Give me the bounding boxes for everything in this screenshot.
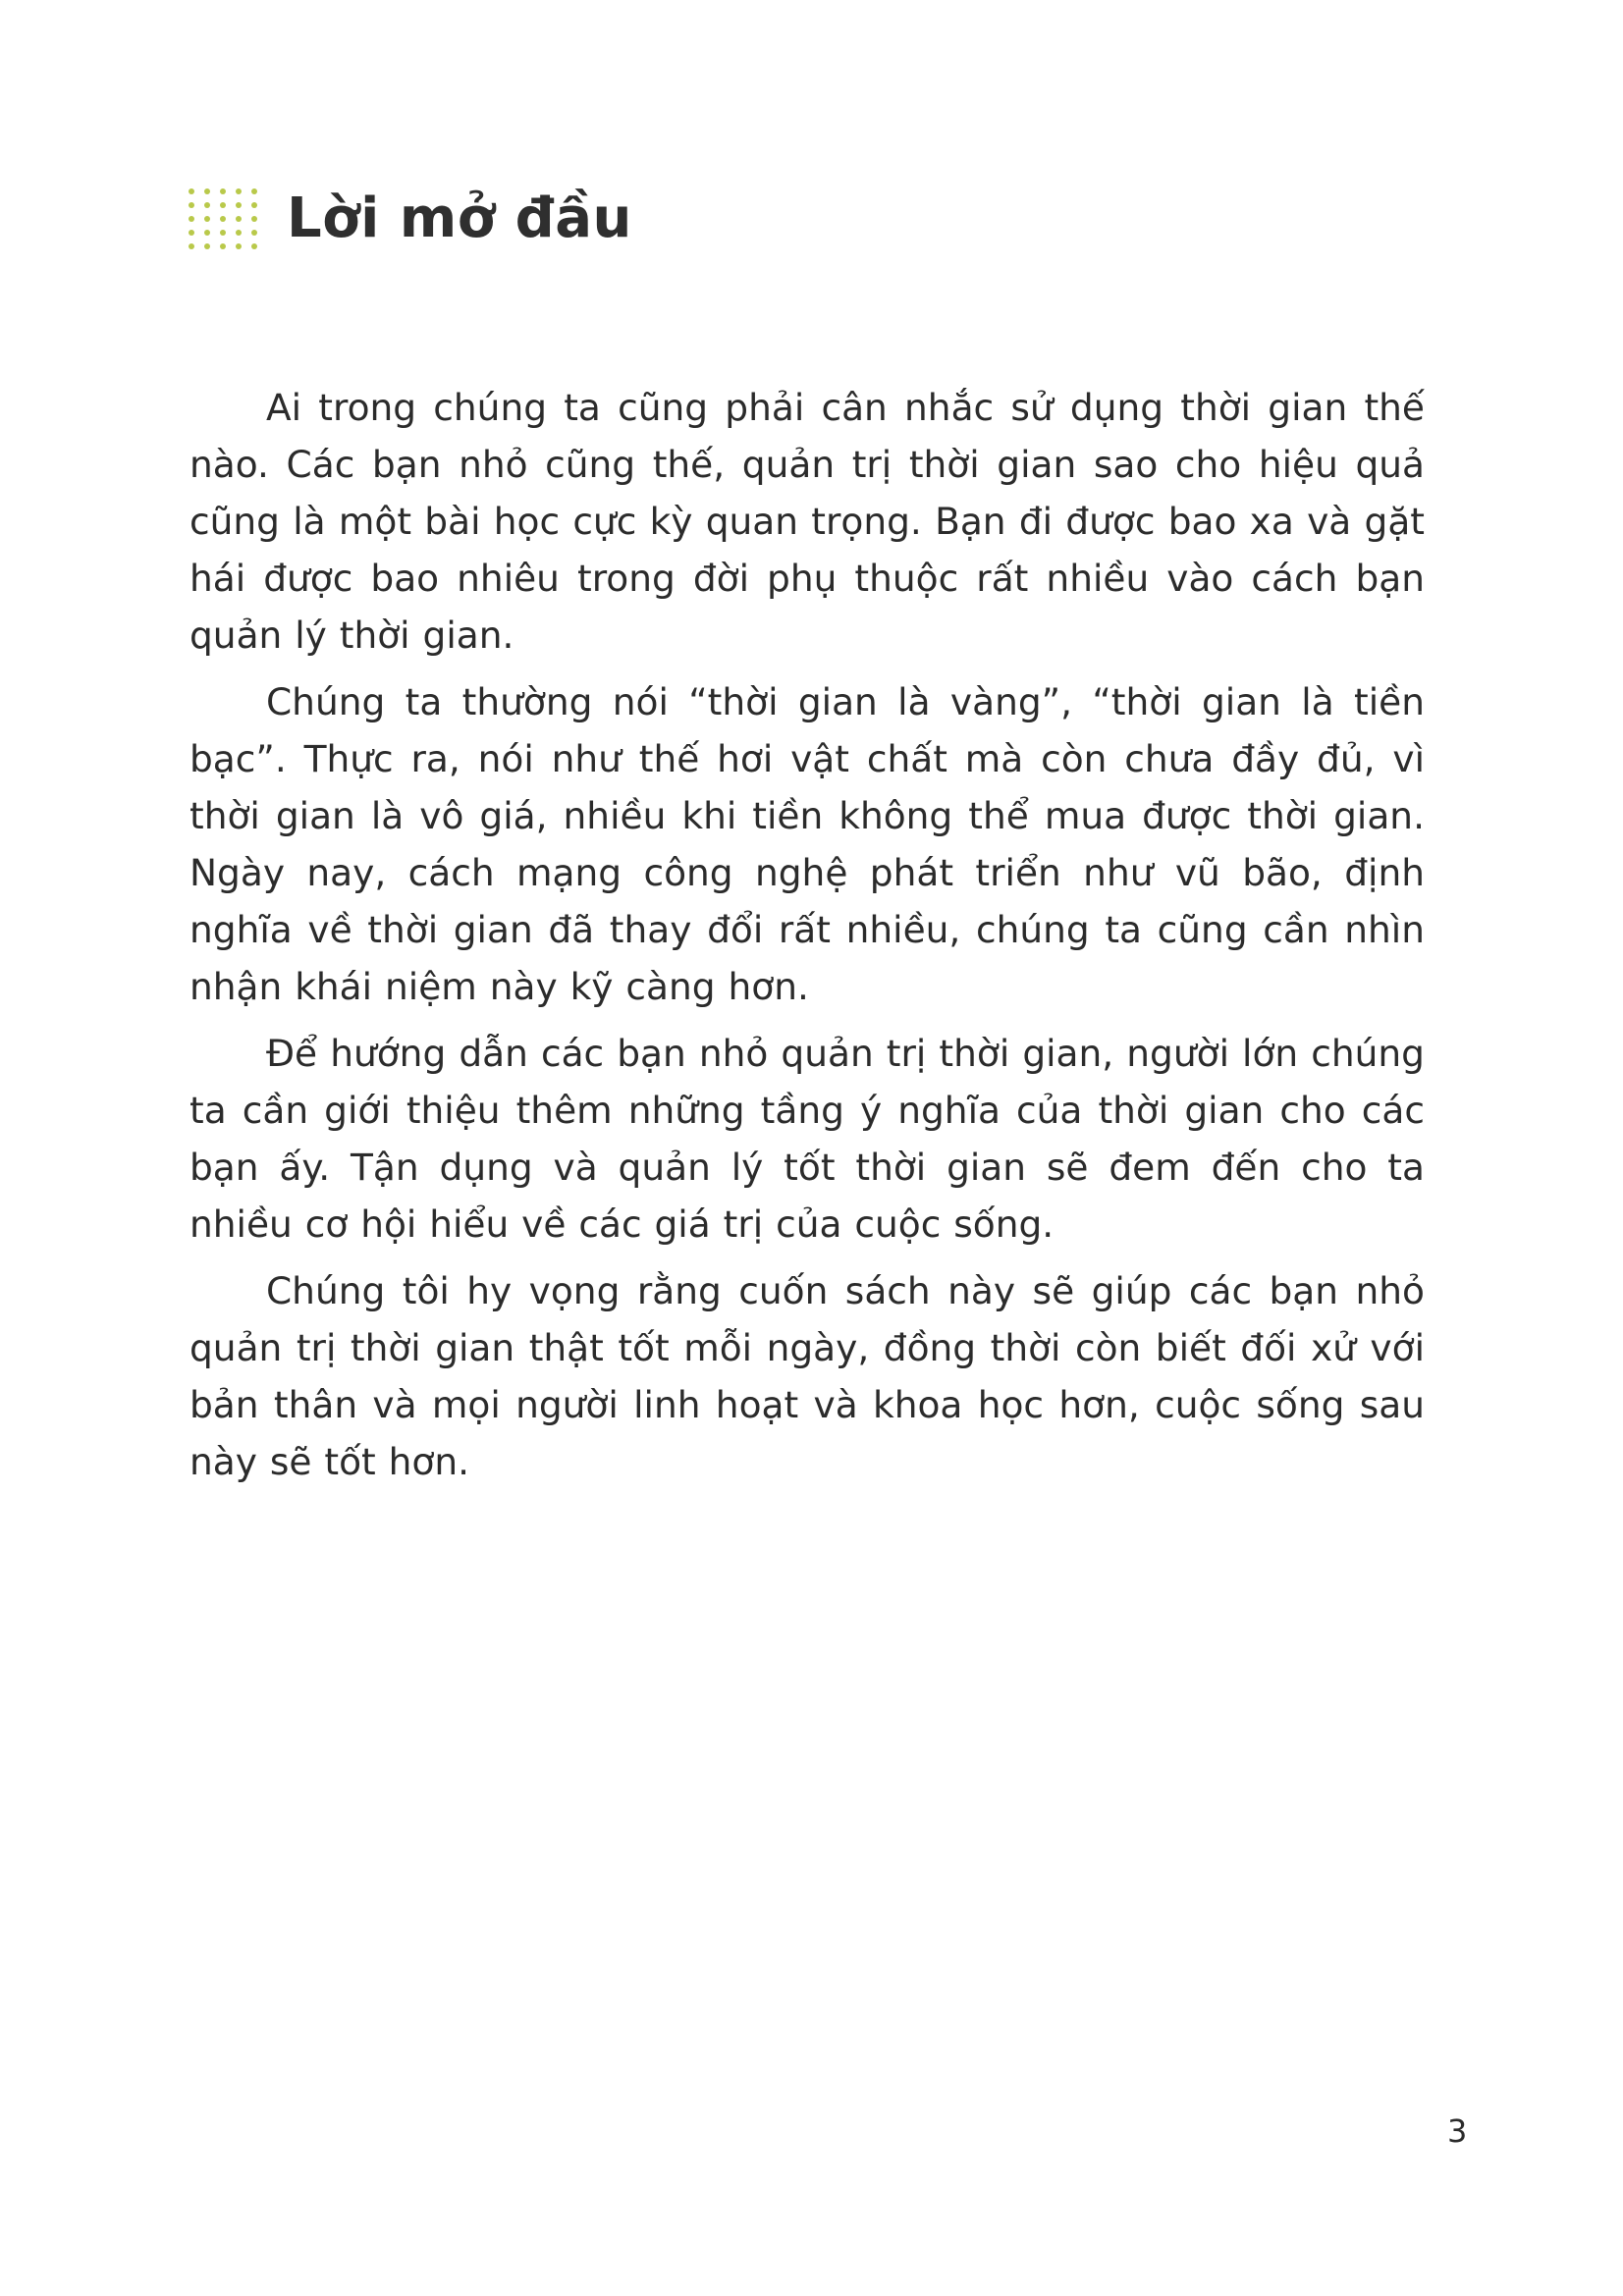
dot-grid-decoration [189, 188, 259, 251]
paragraph-1: Ai trong chúng ta cũng phải cân nhắc sử dụng thời gian thế nào. Các bạn nhỏ cũng thế, quản trị thời gian sao cho hiệu quả cũng là một bài học cực kỳ quan trọng. Bạn đi được bao xa và gặt hái được bao nhiêu trong đời phụ thuộc rất nhiều vào cách bạn quản lý thời gian. [189, 386, 1425, 657]
paragraph-2: Chúng ta thường nói “thời gian là vàng”, “thời gian là tiền bạc”. Thực ra, nói như thế hơi vật chất mà còn chưa đầy đủ, vì thời gian là vô giá, nhiều khi tiền không thể mua được thời gian. Ngày nay, cách mạng công nghệ phát triển như vũ bão, định nghĩa về thời gian đã thay đổi rất nhiều, chúng ta cũng cần nhìn nhận khái niệm này kỹ càng hơn. [189, 680, 1425, 1008]
paragraph-4: Chúng tôi hy vọng rằng cuốn sách này sẽ giúp các bạn nhỏ quản trị thời gian thật tốt mỗi ngày, đồng thời còn biết đối xử với bản thân và mọi người linh hoạt và khoa học hơn, cuộc sống sau này sẽ tốt hơn. [189, 1269, 1425, 1483]
page-number: 3 [1447, 2112, 1468, 2150]
paragraph-3: Để hướng dẫn các bạn nhỏ quản trị thời gian, người lớn chúng ta cần giới thiệu thêm những tầng ý nghĩa của thời gian cho các bạn ấy. Tận dụng và quản lý tốt thời gian sẽ đem đến cho ta nhiều cơ hội hiểu về các giá trị của cuộc sống. [189, 1032, 1425, 1246]
body-text [189, 379, 1425, 1500]
page-title: Lời mở đầu [287, 186, 632, 250]
chapter-heading [189, 185, 632, 251]
